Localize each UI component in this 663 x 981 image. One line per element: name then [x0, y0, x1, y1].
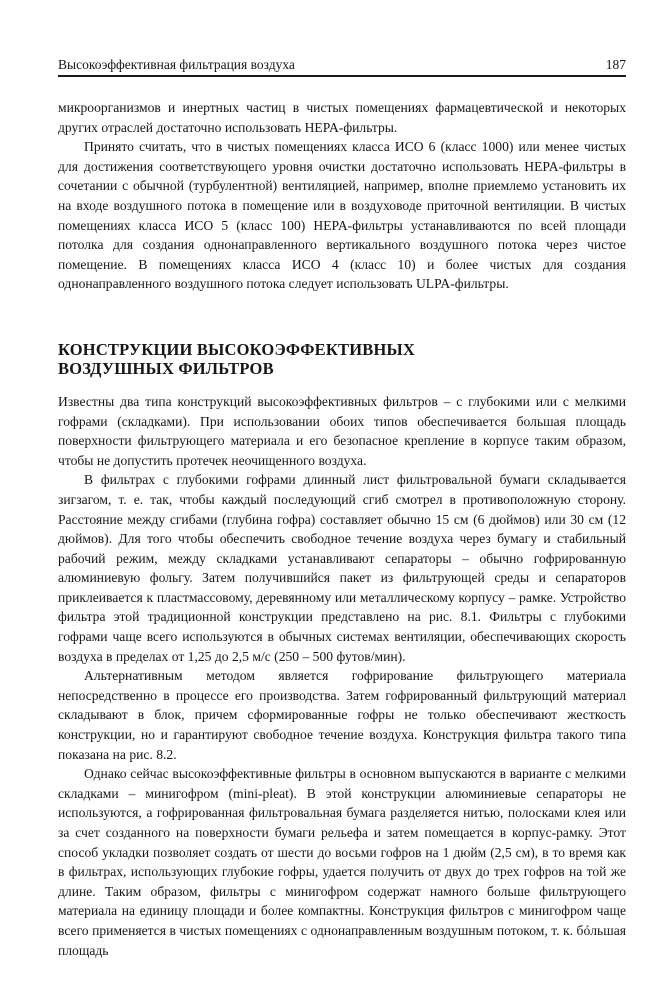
paragraph-alternative-method: Альтернативным методом является гофрирование фильтрующего материала непосредственно в процессе его производства. Затем гофрированный фильтрующий материал складывают в блок, причем сформированные гофры не только обеспечивают жесткость конструкции, но и гарантируют свободное течение воздуха. Конструкция фильтра такого типа показана на рис. 8.2.	[58, 668, 626, 762]
section-heading-line-1: КОНСТРУКЦИИ ВЫСОКОЭФФЕКТИВНЫХ	[58, 339, 416, 359]
book-page	[58, 0, 626, 981]
running-header-title: Высокоэффективная фильтрация воздуха	[58, 57, 295, 72]
paragraph-mini-pleat: Однако сейчас высокоэффективные фильтры в основном выпускаются в варианте с мелкими складками – минигофром (mini-pleat). В этой конструкции алюминиевые сепараторы не используются, а гофрированная фильтровальная бумага разделяется нитью, полосками клея или за счет созданного на поверхности бумаги рельефа и затем помещается в корпус-рамку. Этот способ укладки позволяет создать от шести до восьми гофров на 1 дюйм (2,5 см), в то время как в фильтрах, использующих глубокие гофры, удается получить от двух до трех гофров на той же длине. Таким образом, фильтры с минигофром содержат намного больше фильтрующего материала на единицу площади и более компактны. Конструкция фильтров с минигофром чаще всего применяется в чистых помещениях с однонаправленным воздушным потоком, т. к. бóльшая площадь	[58, 766, 626, 958]
page-body	[58, 98, 626, 960]
page-number: 187	[605, 57, 626, 72]
paragraph-deep-pleat: В фильтрах с глубокими гофрами длинный лист фильтровальной бумаги складывается зигзагом, т. е. так, чтобы каждый последующий сгиб смотрел в противоположную сторону. Расстояние между сгибами (глубина гофра) составляет обычно 15 см (6 дюймов) или 30 см (12 дюймов). Для того чтобы обеспечить свободное течение воздуха через бумагу и стабильный рабочий режим, между складками устанавливают сепараторы – обычно гофрированную алюминиевую фольгу. Затем получившийся пакет из фильтрующей среды и сепараторов приклеивается к пластмассовому, деревянному или металлическому корпусу – рамке. Устройство фильтра этой традиционной конструкции представлено на рис. 8.1. Фильтры с глубокими гофрами чаще всего используются в обычных системах вентиляции, обеспечивающих скорость воздуха в пределах от 1,25 до 2,5 м/с (250 – 500 футов/мин).	[58, 472, 626, 664]
paragraph-iso-classes: Принято считать, что в чистых помещениях класса ИСО 6 (класс 1000) или менее чистых для достижения соответствующего уровня очистки достаточно использовать HEPA-фильтры в сочетании с обычной (турбулентной) вентиляцией, например, вполне приемлемо установить их на входе воздушного потока в помещение или в воздуховоде приточной вентиляции. В чистых помещениях класса ИСО 5 (класс 100) HEPA-фильтры устанавливаются по всей площади потолка для создания однонаправленного вертикального воздушного потока через чистое помещение. В помещениях класса ИСО 4 (класс 10) и более чистых для создания однонаправленного воздушного потока следует использовать ULPA-фильтры.	[58, 139, 626, 292]
section-heading	[58, 340, 626, 378]
paragraph-continuation: микроорганизмов и инертных частиц в чистых помещениях фармацевтической и некоторых других отраслей достаточно использовать HEPA-фильтры.	[58, 100, 626, 135]
section-heading-line-2: ВОЗДУШНЫХ ФИЛЬТРОВ	[58, 358, 274, 378]
running-header	[58, 55, 626, 77]
paragraph-filter-types: Известны два типа конструкций высокоэффективных фильтров – с глубокими или с мелкими гофрами (складками). При использовании обоих типов обеспечивается большая площадь поверхности фильтрующего материала и его безопасное крепление в корпусе таким образом, чтобы не допустить протечек неочищенного воздуха.	[58, 393, 626, 468]
